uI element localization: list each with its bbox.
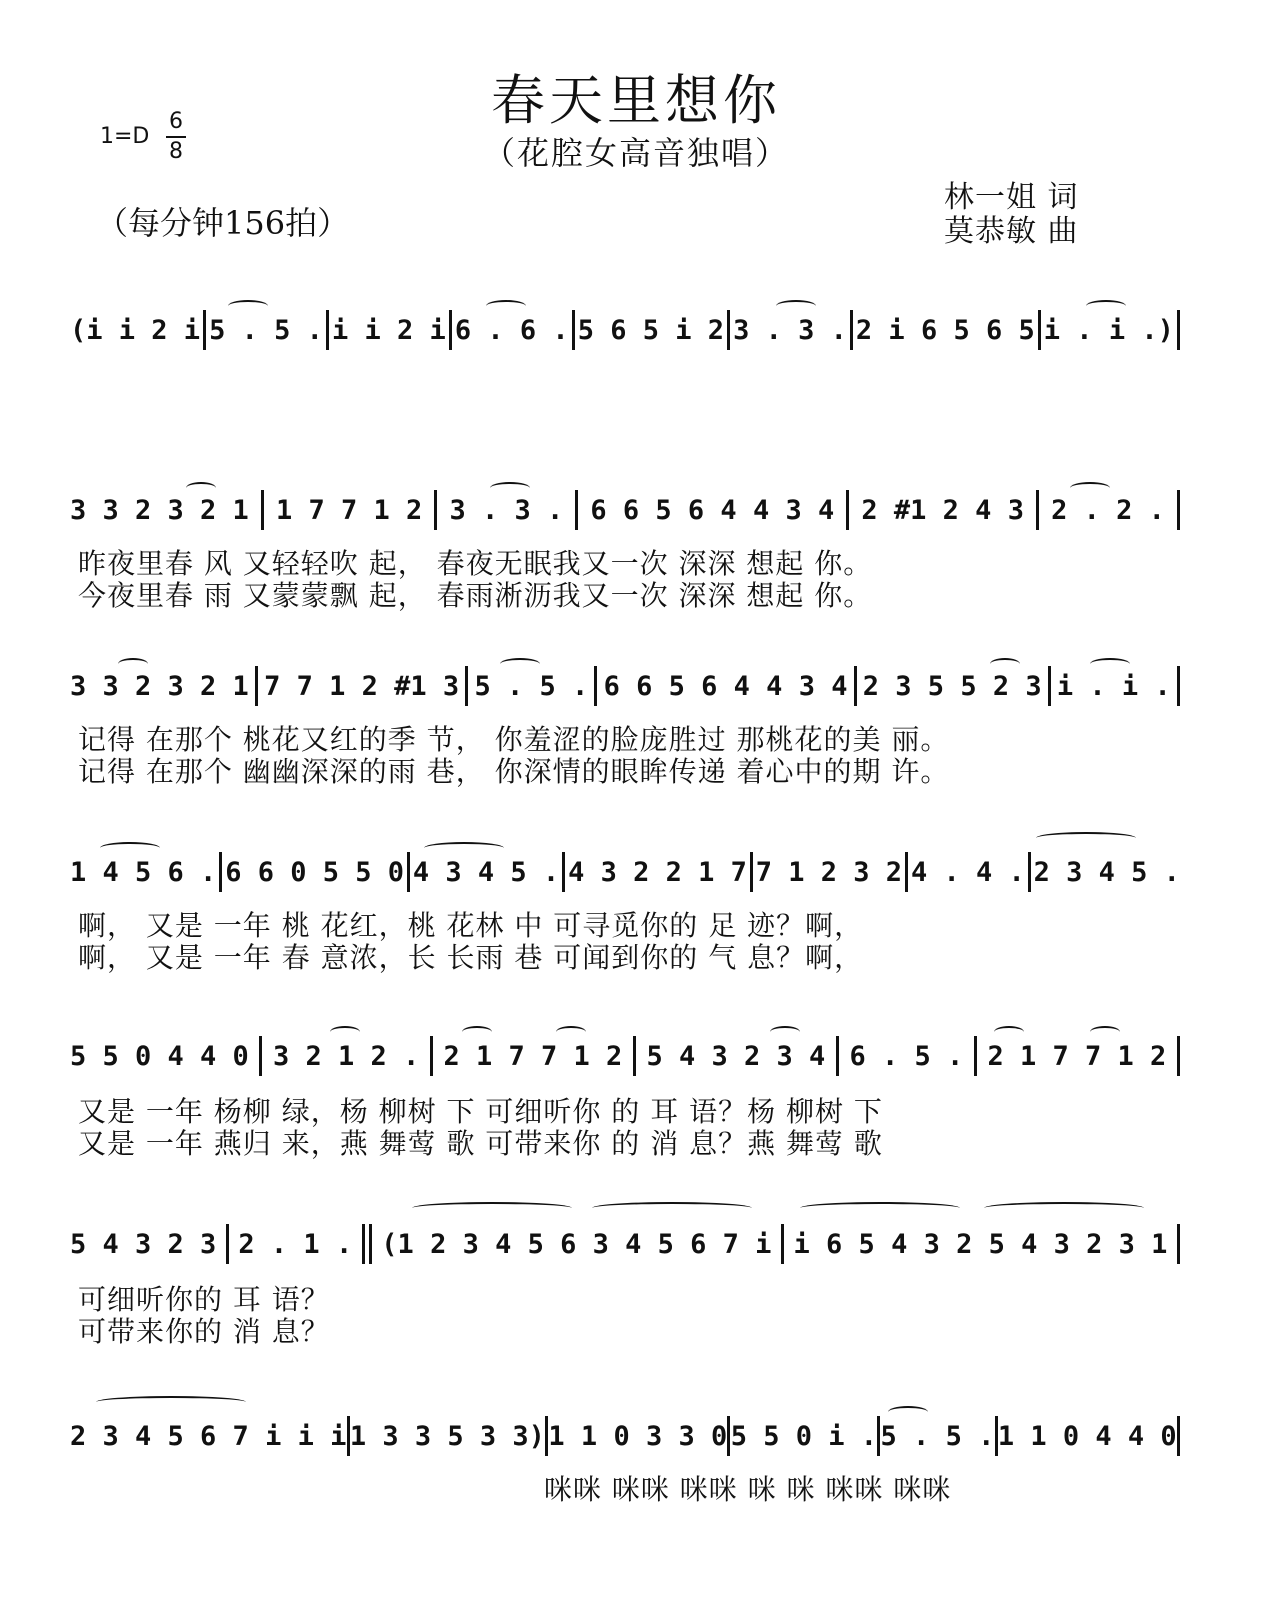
repeat-barline — [362, 1224, 372, 1264]
score-line-4 — [70, 850, 1180, 894]
measure: 2 1 7 7 1 2 — [443, 1040, 623, 1072]
slur-mark — [412, 1202, 572, 1214]
barline — [846, 490, 849, 530]
measure: 3 3 2 3 2 1 — [70, 670, 249, 702]
tie-mark — [556, 1026, 586, 1038]
measure: 1 1 0 3 3 0 — [548, 1420, 728, 1452]
slur-mark — [800, 1202, 960, 1214]
barline — [905, 852, 908, 892]
barline — [594, 666, 597, 706]
tie-mark — [776, 300, 816, 312]
barline — [1028, 852, 1031, 892]
lyric-verse-1: 可细听你的 耳 语？ — [78, 1283, 330, 1316]
song-title: 春天里想你 — [491, 69, 781, 132]
song-subtitle: （花腔女高音独唱） — [482, 134, 789, 172]
tie-mark — [994, 1026, 1024, 1038]
barline — [1177, 1224, 1180, 1264]
barline — [850, 310, 853, 350]
barline — [1177, 666, 1180, 706]
measure: 6 . 5 . — [849, 1040, 964, 1072]
measure: 1 4 5 6 . — [70, 856, 217, 888]
measure: 4 3 4 5 . — [412, 856, 560, 888]
meter-bottom: 8 — [169, 139, 183, 164]
measure: (i i 2 i — [70, 314, 201, 346]
measure: 6 6 5 6 4 4 3 4 — [603, 670, 848, 702]
lyric-verse-2: 又是 一年 燕归 来，燕 舞莺 歌 可带来你 的 消 息？燕 舞莺 歌 — [78, 1127, 883, 1160]
measure: 2 3 5 5 2 3 — [862, 670, 1042, 702]
barline — [255, 666, 258, 706]
composer-credit: 莫恭敏 曲 — [944, 214, 1079, 249]
tie-mark — [888, 1406, 928, 1418]
tie-mark — [770, 1026, 800, 1038]
tie-mark — [1090, 1026, 1120, 1038]
tie-mark — [118, 658, 148, 670]
measure: 2 . 1 . — [238, 1228, 353, 1260]
key-signature: 1=D — [100, 124, 150, 149]
measure: 1 7 7 1 2 — [275, 494, 423, 526]
measure: 5 4 3 2 3 4 — [646, 1040, 826, 1072]
tie-mark — [462, 1026, 492, 1038]
measure: 5 . 5 . — [880, 1420, 995, 1452]
tie-mark — [1070, 482, 1110, 494]
barline — [854, 666, 857, 706]
tie-mark — [486, 300, 526, 312]
lyric-verse-1: 啊， 又是 一年 桃 花红，桃 花林 中 可寻觅你的 足 迹？啊， — [78, 909, 864, 942]
lyric-verse-2: 今夜里春 雨 又蒙蒙飘 起， 春雨淅沥我又一次 深深 想起 你。 — [78, 579, 873, 612]
tie-mark — [100, 842, 160, 854]
lyric-verse-2: 记得 在那个 幽幽深深的雨 巷， 你深情的眼眸传递 着心中的期 许。 — [78, 755, 950, 788]
measure: i 6 5 4 3 2 5 4 3 2 3 1 — [793, 1228, 1168, 1260]
measure: 5 6 5 i 2 — [577, 314, 724, 346]
barline — [1177, 1036, 1180, 1076]
measure: 3 2 1 2 . — [273, 1040, 420, 1072]
barline — [781, 1224, 784, 1264]
barline — [407, 852, 410, 892]
tie-mark — [330, 1026, 360, 1038]
measure: 6 6 0 5 5 0 — [225, 856, 404, 888]
score-line-1 — [70, 308, 1180, 352]
barline — [434, 490, 437, 530]
barline — [465, 666, 468, 706]
score-line-2 — [70, 488, 1180, 532]
measure: 5 5 0 4 4 0 — [70, 1040, 249, 1072]
tempo-marking: （每分钟156拍） — [96, 204, 350, 242]
tie-mark — [1090, 658, 1130, 670]
barline — [226, 1224, 229, 1264]
measure: 5 4 3 2 3 — [70, 1228, 217, 1260]
measure: 4 . 4 . — [910, 856, 1025, 888]
slur-mark — [984, 1202, 1144, 1214]
measure: i . i . — [1056, 670, 1171, 702]
barline — [836, 1036, 839, 1076]
barline — [1177, 490, 1180, 530]
measure: 2 i 6 5 6 5 — [855, 314, 1035, 346]
measure: i . i .) — [1043, 314, 1174, 346]
slur-mark — [96, 1396, 246, 1408]
measure: 6 . 6 . — [454, 314, 569, 346]
barline — [572, 310, 575, 350]
measure: 2 #1 2 4 3 — [861, 494, 1024, 526]
tie-mark — [228, 300, 268, 312]
lyricist-credit: 林一姐 词 — [944, 180, 1079, 215]
barline — [261, 490, 264, 530]
meter-top: 6 — [169, 109, 183, 134]
score-line-6 — [70, 1222, 1180, 1266]
score-line-3 — [70, 664, 1180, 708]
score-line-5 — [70, 1034, 1180, 1078]
barline — [750, 852, 753, 892]
measure: 5 . 5 . — [209, 314, 323, 346]
measure: 1 3 3 5 3 3) — [349, 1420, 545, 1452]
lyric-vocalise: 咪咪 咪咪 咪咪 咪 咪 咪咪 咪咪 — [544, 1473, 952, 1506]
tie-mark — [186, 482, 216, 494]
barline — [326, 310, 329, 350]
slur-mark — [592, 1202, 752, 1214]
lyric-verse-1: 又是 一年 杨柳 绿，杨 柳树 下 可细听你 的 耳 语？杨 柳树 下 — [78, 1095, 883, 1128]
measure: 7 1 2 3 2 — [755, 856, 903, 888]
score-line-7 — [70, 1414, 1180, 1458]
measure: 5 . 5 . — [474, 670, 589, 702]
barline — [633, 1036, 636, 1076]
barline — [1177, 1416, 1180, 1456]
barline — [1048, 666, 1051, 706]
measure: 3 . 3 . — [733, 314, 847, 346]
tie-mark — [424, 842, 504, 854]
measure: 7 7 1 2 #1 3 — [264, 670, 460, 702]
lyric-verse-2: 可带来你的 消 息？ — [78, 1315, 330, 1348]
measure: 2 1 7 7 1 2 — [987, 1040, 1167, 1072]
barline — [259, 1036, 262, 1076]
barline — [1038, 310, 1041, 350]
tie-mark — [1086, 300, 1126, 312]
measure: 3 3 2 3 2 1 — [70, 494, 249, 526]
barline — [974, 1036, 977, 1076]
tie-mark — [490, 482, 530, 494]
barline — [430, 1036, 433, 1076]
tie-mark — [990, 658, 1020, 670]
tie-mark — [500, 658, 540, 670]
lyric-verse-1: 昨夜里春 风 又轻轻吹 起， 春夜无眠我又一次 深深 想起 你。 — [78, 547, 873, 580]
measure: 2 3 4 5 6 7 i i i — [70, 1420, 347, 1452]
barline — [562, 852, 565, 892]
measure: 5 5 0 i . — [730, 1420, 878, 1452]
measure: 4 3 2 2 1 7 — [568, 856, 747, 888]
measure: 6 6 5 6 4 4 3 4 — [590, 494, 835, 526]
measure: 3 . 3 . — [449, 494, 564, 526]
measure: i i 2 i — [331, 314, 446, 346]
measure: 2 . 2 . — [1051, 494, 1165, 526]
measure: 1 1 0 4 4 0 — [997, 1420, 1177, 1452]
lyric-verse-1: 记得 在那个 桃花又红的季 节， 你羞涩的脸庞胜过 那桃花的美 丽。 — [78, 723, 950, 756]
barline — [1036, 490, 1039, 530]
measure: (1 2 3 4 5 6 3 4 5 6 7 i — [381, 1228, 772, 1260]
barline — [575, 490, 578, 530]
measure: 2 3 4 5 . — [1033, 856, 1180, 888]
tie-mark — [1036, 832, 1136, 844]
barline — [203, 310, 206, 350]
barline — [727, 310, 730, 350]
barline — [1177, 310, 1180, 350]
barline — [449, 310, 452, 350]
time-signature — [166, 108, 186, 166]
lyric-verse-2: 啊， 又是 一年 春 意浓，长 长雨 巷 可闻到你的 气 息？啊， — [78, 941, 864, 974]
barline — [219, 852, 222, 892]
